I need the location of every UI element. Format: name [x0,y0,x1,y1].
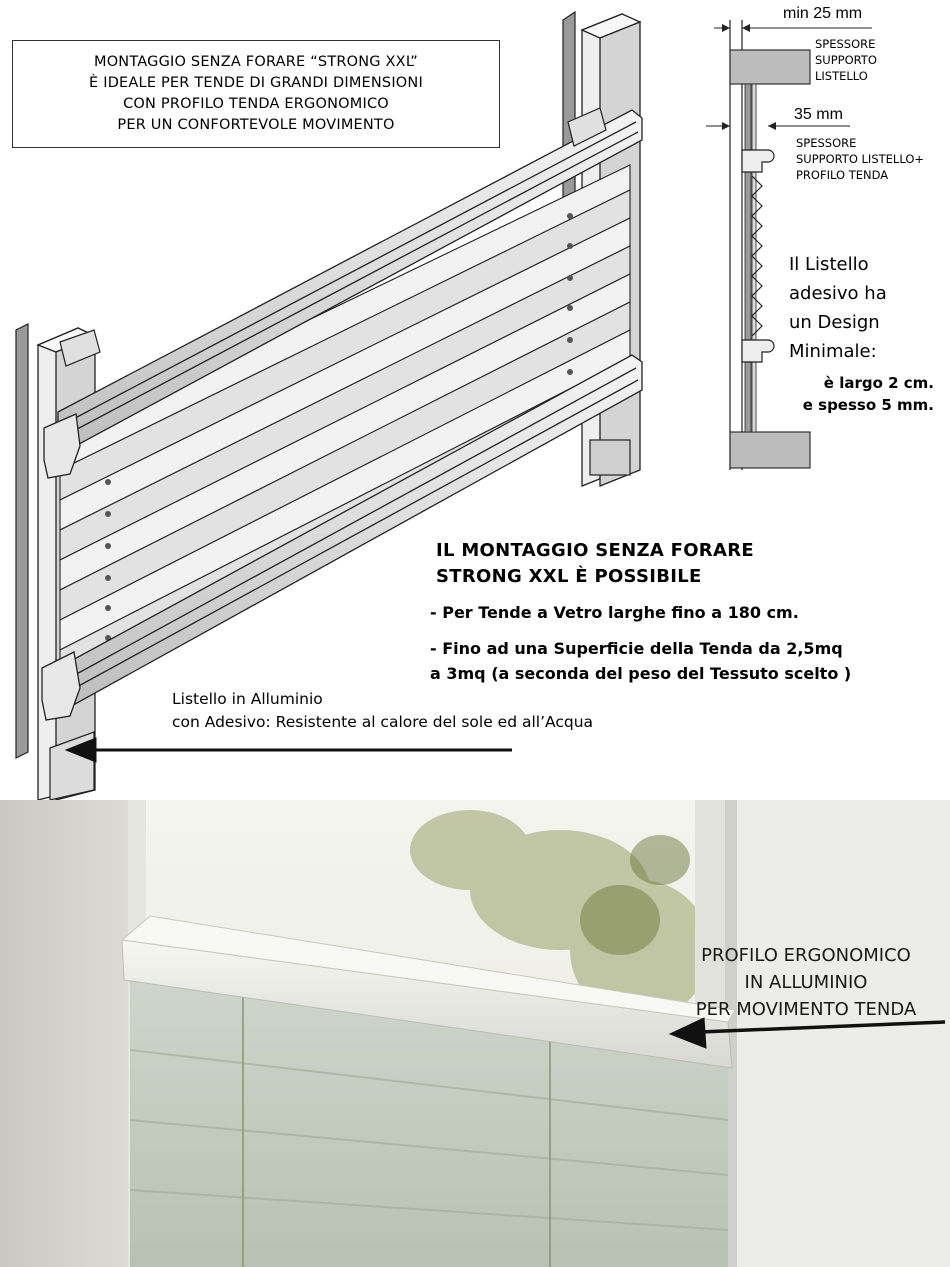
title-line: PER UN CONFORTEVOLE MOVIMENTO [117,117,395,133]
bottom-profile-section [742,340,774,362]
photo-caption-line: IN ALLUMINIO [744,972,868,993]
adhesive-strip-section [745,84,751,432]
title-line: È IDEALE PER TENDE DI GRANDI DIMENSIONI [89,75,423,91]
note-bold-line: e spesso 5 mm. [802,396,934,414]
label-line: SUPPORTO [815,53,877,67]
listello-note [789,250,887,366]
spessore-listello-label [815,36,877,84]
label-line: LISTELLO [815,69,868,83]
bullet-surface [430,636,851,686]
title-line: CON PROFILO TENDA ERGONOMICO [123,96,389,112]
heading-line: IL MONTAGGIO SENZA FORARE [436,540,754,561]
photo-scene [0,800,950,1267]
note-line: adesivo ha [789,283,887,304]
bullet-line: a 3mq (a seconda del peso del Tessuto scelto ) [430,664,852,683]
top-frame-block [730,50,810,84]
spessore-profilo-label [796,135,924,183]
note-line: Minimale: [789,341,877,362]
photo-caption-line: PROFILO ERGONOMICO [701,945,911,966]
installation-photo [0,800,950,1267]
aluminum-strip-caption [172,688,593,734]
title-line: MONTAGGIO SENZA FORARE “STRONG XXL” [93,54,419,70]
bullet-width: - Per Tende a Vetro larghe fino a 180 cm. [430,603,799,622]
caption-line: Listello in Alluminio [172,690,323,708]
bottom-frame-block [730,432,810,468]
mm-35-label: 35 mm [794,106,843,123]
top-profile-section [742,150,774,172]
bullet-line: - Fino ad una Superficie della Tenda da 2,5mq [430,639,843,658]
caption-line: con Adesivo: Resistente al calore del sole ed all’Acqua [172,713,594,731]
label-line: SPESSORE [796,136,857,150]
left-strip-arrow [66,738,512,762]
listello-size-note [774,372,934,416]
heading-line: STRONG XXL È POSSIBILE [436,566,702,587]
left-adhesive-strip [16,324,28,758]
photo-caption [668,942,944,1023]
label-line: SUPPORTO LISTELLO+ [796,152,925,166]
note-line: un Design [789,312,880,333]
note-bold-line: è largo 2 cm. [823,374,934,392]
label-line: PROFILO TENDA [796,168,889,182]
label-line: SPESSORE [815,37,876,51]
photo-caption-line: PER MOVIMENTO TENDA [695,999,917,1020]
main-info-heading [436,538,754,590]
note-line: Il Listello [789,254,869,275]
min-25-label: min 25 mm [783,5,863,22]
